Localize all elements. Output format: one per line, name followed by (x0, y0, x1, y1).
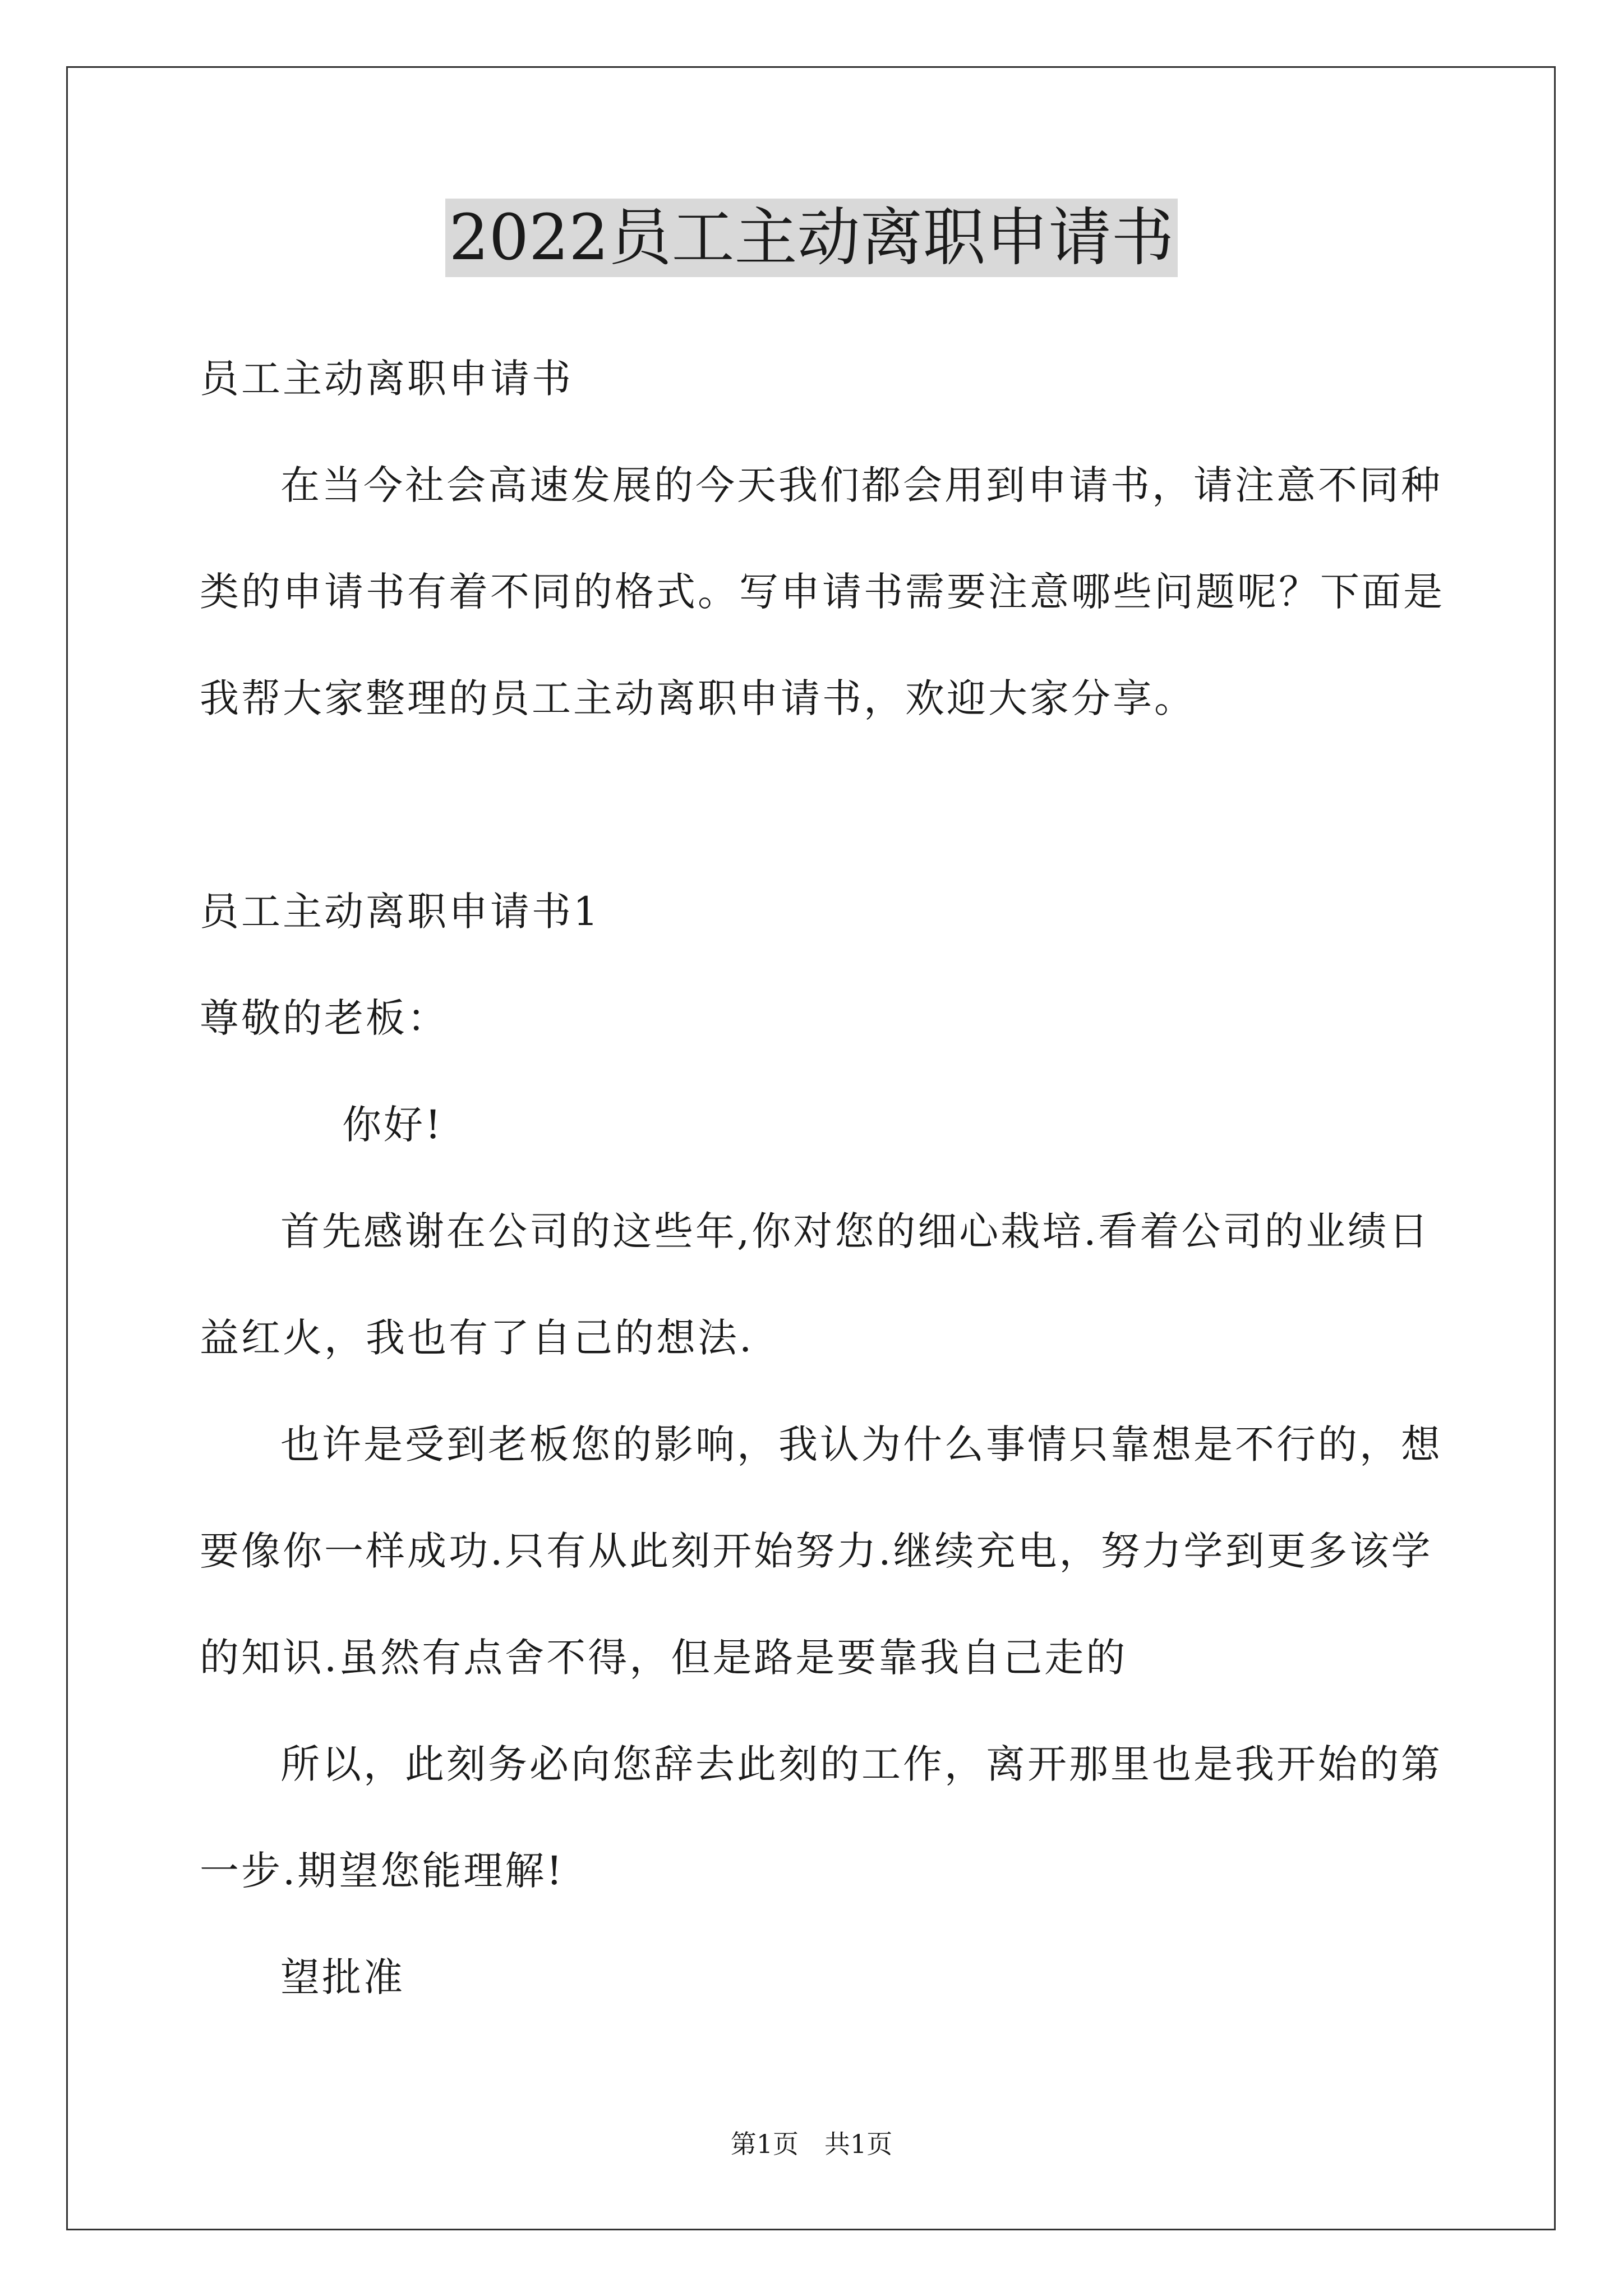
closing-line: 望批准 (280, 1954, 405, 2000)
salutation: 尊敬的老板： (200, 995, 449, 1041)
body-line-7: 一步.期望您能理解! (200, 1848, 565, 1894)
intro-line-2: 类的申请书有着不同的格式。写申请书需要注意哪些问题呢？下面是 (200, 569, 1445, 615)
body-line-3: 也许是受到老板您的影响，我认为什么事情只靠想是不行的，想 (280, 1421, 1442, 1467)
page-footer (0, 2127, 1623, 2161)
section-heading-1: 员工主动离职申请书1 (200, 889, 601, 935)
greeting: 你好! (342, 1102, 444, 1148)
document-title-block (0, 199, 1623, 277)
body-line-6: 所以，此刻务必向您辞去此刻的工作，离开那里也是我开始的第 (280, 1741, 1442, 1787)
intro-line-1: 在当今社会高速发展的今天我们都会用到申请书，请注意不同种 (280, 462, 1442, 508)
footer-page-current: 第1页 (730, 2129, 799, 2159)
subtitle-line: 员工主动离职申请书 (200, 356, 573, 402)
document-title: 2022员工主动离职申请书 (445, 199, 1177, 277)
body-line-1: 首先感谢在公司的这些年,你对您的细心栽培.看着公司的业绩日 (280, 1208, 1431, 1254)
intro-line-3: 我帮大家整理的员工主动离职申请书，欢迎大家分享。 (200, 675, 1196, 721)
body-line-5: 的知识.虽然有点舍不得，但是路是要靠我自己走的 (200, 1635, 1128, 1681)
body-line-2: 益红火，我也有了自己的想法. (200, 1315, 754, 1361)
body-line-4: 要像你一样成功.只有从此刻开始努力.继续充电，努力学到更多该学 (200, 1528, 1433, 1574)
footer-page-total: 共1页 (824, 2129, 893, 2159)
